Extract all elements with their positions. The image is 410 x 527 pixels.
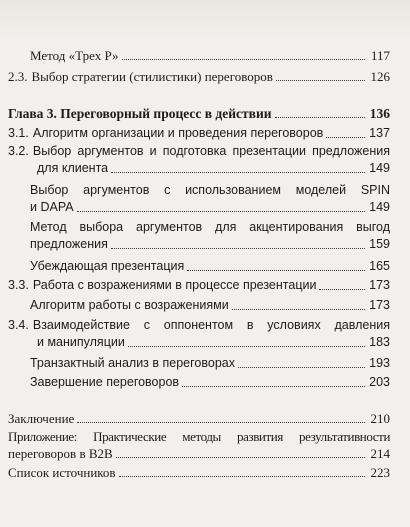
leader-dots [232, 308, 365, 310]
toc-entry-transactional-analysis [30, 355, 390, 372]
page-shadow [0, 0, 410, 40]
toc-page-number: 193 [369, 356, 390, 370]
toc-entry-presentation [30, 258, 390, 275]
leader-dots [276, 79, 365, 81]
toc-page-number: 203 [369, 375, 390, 389]
toc-entry-closing [30, 374, 390, 391]
toc-page-number: 159 [369, 237, 390, 251]
toc-entry-benefits-method [30, 219, 390, 253]
toc-entry-title: Заключение [8, 411, 75, 426]
toc-section-number: 3.2. [8, 144, 29, 158]
toc-entry-title-line1: Выбор аргументов и подготовка презентации предложения [32, 144, 390, 158]
leader-dots [77, 210, 365, 212]
toc-entry-3-1 [8, 125, 390, 142]
toc-entry-3-3 [8, 277, 390, 294]
toc-entry-title: Завершение переговоров [30, 375, 180, 389]
toc-entry-3-4 [8, 317, 390, 351]
toc-page-number: 126 [370, 69, 390, 84]
toc-chapter-title: Глава 3. Переговорный процесс в действии [8, 106, 272, 121]
toc-section-number: 2.3. [8, 69, 28, 84]
leader-dots [111, 247, 365, 249]
toc-page-number: 223 [370, 465, 390, 480]
toc-entry-title-line2: для клиента [37, 161, 109, 175]
toc-entry-sources [8, 464, 390, 481]
leader-dots [326, 136, 365, 138]
toc-section-number: 3.4. [8, 318, 29, 332]
toc-entry-objections-algorithm [30, 297, 390, 314]
toc-page-number: 137 [369, 126, 390, 140]
toc-entry-title: Выбор стратегии (стилистики) переговоров [31, 69, 273, 84]
toc-entry-title: Алгоритм работы с возражениями [30, 298, 229, 312]
toc-page-number: 183 [369, 335, 390, 349]
leader-dots [238, 366, 365, 368]
toc-entry-appendix [8, 428, 390, 462]
toc-page-number: 214 [370, 446, 390, 461]
toc-entry-title-line2: и манипуляции [37, 335, 125, 349]
toc-page-number: 210 [370, 411, 390, 426]
leader-dots [187, 269, 365, 271]
toc-section-number: 3.1. [8, 126, 29, 140]
toc-page-number: 165 [369, 259, 390, 273]
leader-dots [116, 456, 365, 458]
leader-dots [77, 421, 365, 423]
toc-entry-title: Алгоритм организации и проведения переговоров [32, 126, 324, 140]
toc-entry-title-line1: Взаимодействие с оппонентом в условиях давления [32, 318, 390, 332]
leader-dots [319, 288, 365, 290]
toc-entry-method-3p [30, 47, 390, 64]
toc-entry-title: Убеждающая презентация [30, 259, 185, 273]
toc-page-number: 149 [369, 200, 390, 214]
toc-entry-conclusion [8, 410, 390, 427]
toc-entry-title: Список источников [8, 465, 116, 480]
toc-entry-2-3 [8, 68, 390, 85]
toc-page-number: 149 [369, 161, 390, 175]
toc-entry-title-line1: Приложение: Практические методы развития результативности [8, 429, 390, 444]
toc-page-number: 136 [369, 106, 390, 121]
leader-dots [128, 345, 365, 347]
leader-dots [182, 385, 365, 387]
toc-entry-spin-dapa [30, 182, 390, 216]
toc-page-number: 117 [370, 48, 390, 63]
toc-entry-title: Работа с возражениями в процессе презентации [32, 278, 317, 292]
toc-page-number: 173 [369, 298, 390, 312]
toc-entry-title-line1: Метод выбора аргументов для акцентирования выгод [30, 220, 390, 234]
toc-entry-title-line2: предложения [30, 237, 108, 251]
toc-entry-3-2 [8, 143, 390, 177]
leader-dots [275, 116, 365, 118]
toc-entry-title: Метод «Трех Р» [30, 48, 119, 63]
toc-section-number: 3.3. [8, 278, 29, 292]
toc-entry-title-line2: и DAPA [30, 200, 74, 214]
toc-page-number: 173 [369, 278, 390, 292]
leader-dots [111, 171, 365, 173]
leader-dots [119, 475, 365, 477]
toc-entry-title: Транзактный анализ в переговорах [30, 356, 235, 370]
toc-entry-title-line2: переговоров в B2B [8, 446, 113, 461]
toc-entry-title-line1: Выбор аргументов с использованием моделей SPIN [30, 183, 390, 197]
leader-dots [122, 58, 365, 60]
toc-chapter-3 [8, 105, 390, 122]
